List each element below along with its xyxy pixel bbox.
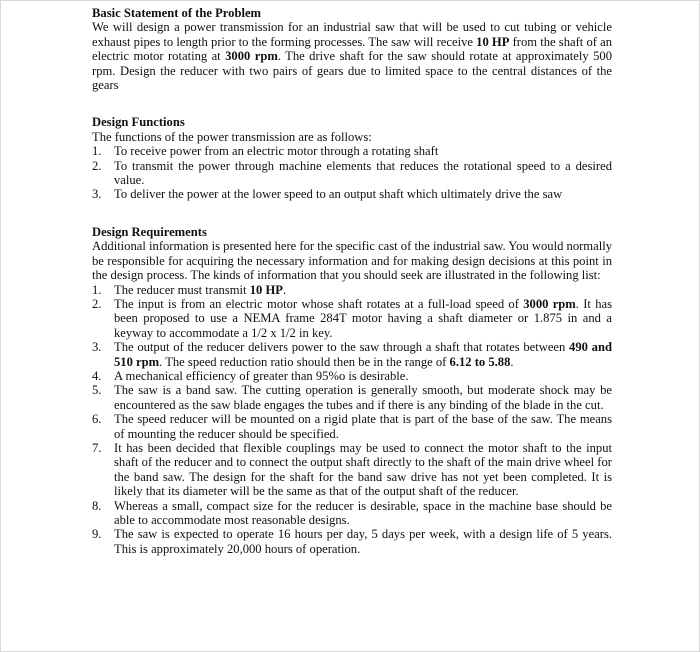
list-item-text: . It has been proposed to use a NEMA frame 284T motor having a shaft diameter or 1.875 in and a keyway to accommodate a 1/2 x 1/2 in key. [114,296,613,340]
section-problem-statement [92,6,612,92]
list-item-number: 9. [92,527,102,542]
document-content [92,6,612,556]
section-design-requirements [92,225,612,556]
functions-list [92,144,612,202]
list-item-bold: 3000 rpm [523,296,576,311]
list-item [92,187,612,201]
list-item-text: The speed reducer will be mounted on a rigid plate that is part of the base of the saw. The means of mounting the reducer should be specified. [114,412,612,441]
heading-design-requirements: Design Requirements [92,224,207,239]
list-item [92,441,612,499]
list-item-number: 7. [92,440,102,455]
list-item-text: . [282,282,287,297]
list-item-number: 6. [92,412,102,427]
list-item-number: 3. [92,340,102,355]
list-item-text: It has been decided that flexible couplings may be used to connect the motor shaft to the input shaft of the reducer and to connect the output shaft directly to the shaft of the main drive wheel for the band saw. The design for the shaft for the band saw drive has not yet been completed. It is likely that its diameter will be the same as that of the output shaft of the reducer. [114,440,612,499]
list-item-bold: 10 HP [249,282,283,297]
problem-paragraph [92,20,612,92]
list-item-number: 2. [92,158,102,173]
list-item [92,297,612,340]
list-item-text: The saw is expected to operate 16 hours per day, 5 days per week, with a design life of 5 years. This is approximately 20,000 hours of operation. [114,527,612,556]
list-item-number: 3. [92,187,102,202]
list-item [92,527,612,556]
section-design-functions [92,115,612,201]
problem-bold-speed: 3000 rpm [225,49,278,64]
list-item-number: 5. [92,383,102,398]
list-item-number: 1. [92,282,102,297]
list-item [92,383,612,412]
list-item [92,412,612,441]
list-item [92,144,612,158]
heading-design-functions: Design Functions [92,115,185,130]
list-item-text: To transmit the power through machine elements that reduces the rotational speed to a desired value. [114,158,612,188]
list-item-text: A mechanical efficiency of greater than 95%o is desirable. [114,368,409,383]
list-item [92,283,612,297]
problem-text-2: from the shaft of an electric motor rotating at [92,34,613,64]
list-item-number: 8. [92,498,102,513]
list-item-bold: 490 and 510 rpm [114,340,612,369]
section-spacer [92,92,612,115]
list-item [92,159,612,188]
list-item-text: The input is from an electric motor whose shaft rotates at a full-load speed of [114,296,524,311]
requirements-intro: Additional information is presented here for the specific cast of the industrial saw. You would normally be responsible for acquiring the necessary information and for making design decisions at this point in the design process. The kinds of information that you should seek are illustrated in the following list: [92,239,612,283]
list-item-text: The output of the reducer delivers power to the saw through a shaft that rotates between [114,340,570,355]
list-item [92,499,612,528]
list-item-text: Whereas a small, compact size for the reducer is desirable, space in the machine base should be able to accommodate most reasonable designs. [114,498,612,527]
list-item-text: The reducer must transmit [114,282,250,297]
list-item-number: 4. [92,368,102,383]
section-spacer [92,202,612,225]
list-item-text: . The speed reduction ratio should then be in the range of [159,354,450,369]
requirements-list [92,283,612,557]
problem-bold-power: 10 HP [476,34,510,49]
problem-text-3: . The drive shaft for the saw should rotate at approximately 500 rpm. Design the reducer with two pairs of gears due to limited space to the central distances of the gears [92,49,612,93]
list-item [92,369,612,383]
list-item [92,340,612,369]
problem-text-1: We will design a power transmission for an industrial saw that will be used to cut tubing or vehicle exhaust pipes to length prior to the forming processes. The saw will receive [92,20,612,49]
list-item-number: 2. [92,296,102,311]
list-item-number: 1. [92,144,102,159]
heading-problem-statement: Basic Statement of the Problem [92,6,262,20]
functions-intro: The functions of the power transmission are as follows: [92,129,372,144]
list-item-text: . [510,354,514,369]
list-item-bold: 6.12 to 5.88 [449,354,511,369]
list-item-text: The saw is a band saw. The cutting operation is generally smooth, but moderate shock may be encountered as the saw blade engages the tubes and if there is any binding of the blade in the cut. [114,383,612,412]
list-item-text: To deliver the power at the lower speed to an output shaft which ultimately drive the saw [114,187,563,202]
list-item-text: To receive power from an electric motor through a rotating shaft [114,144,439,159]
